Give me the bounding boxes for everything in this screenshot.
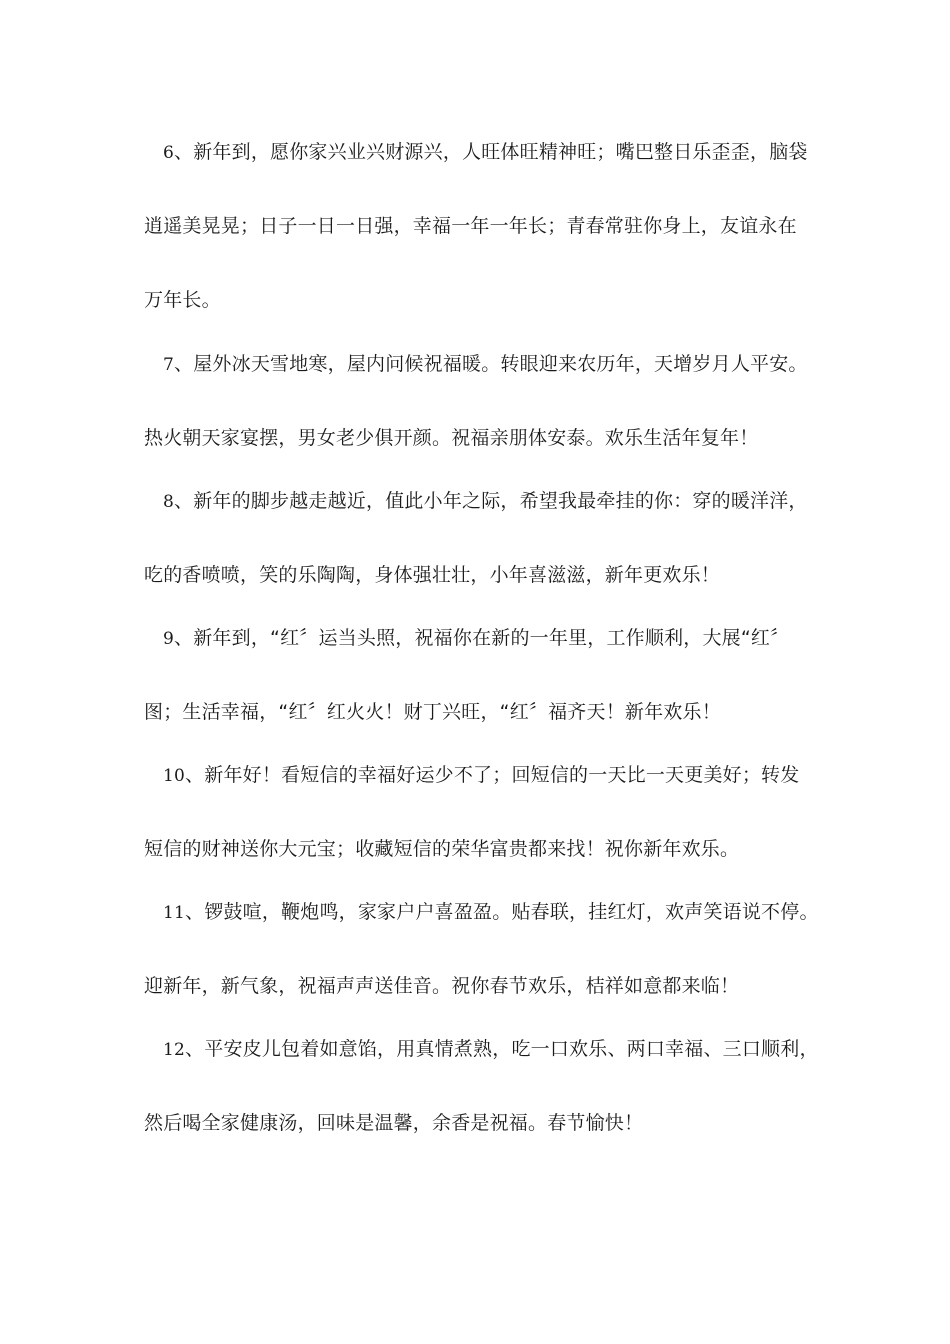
- paragraph-text: 、屋外冰天雪地寒，屋内问候祝福暖。转眼迎来农历年，天增岁月人平安。: [174, 353, 808, 375]
- paragraph-text: 、新年的脚步越走越近，值此小年之际，希望我最牵挂的你：穿的暖洋洋，: [174, 490, 808, 512]
- paragraph-10-line-1: [163, 763, 843, 788]
- paragraph-6-line-1: [163, 140, 843, 165]
- paragraph-6-line-2: 逍遥美晃晃；日子一日一日强，幸福一年一年长；青春常驻你身上，友谊永在: [144, 215, 797, 237]
- paragraph-number: 10: [163, 766, 186, 786]
- paragraph-7-line-1: [163, 352, 843, 377]
- paragraph-text: 、平安皮儿包着如意馅，用真情煮熟，吃一口欢乐、两口幸福、三口顺利，: [185, 1038, 819, 1060]
- paragraph-8-line-2: 吃的香喷喷，笑的乐陶陶，身体强壮壮，小年喜滋滋，新年更欢乐！: [144, 564, 721, 586]
- paragraph-9-line-2: 图；生活幸福，“红〞红火火！财丁兴旺，“红〞福齐天！新年欢乐！: [144, 701, 721, 723]
- paragraph-11-line-2: 迎新年，新气象，祝福声声送佳音。祝你春节欢乐，桔祥如意都来临！: [144, 975, 740, 997]
- paragraph-number: 11: [163, 903, 186, 923]
- paragraph-10-line-2: 短信的财神送你大元宝；收藏短信的荣华富贵都来找！祝你新年欢乐。: [144, 838, 740, 860]
- paragraph-text: 、锣鼓喧，鞭炮鸣，家家户户喜盈盈。贴春联，挂红灯，欢声笑语说不停。: [185, 901, 819, 923]
- paragraph-9-line-1: [163, 626, 843, 651]
- paragraph-12-line-2: 然后喝全家健康汤，回味是温馨，余香是祝福。春节愉快！: [144, 1112, 644, 1134]
- paragraph-11-line-1: [163, 900, 843, 925]
- paragraph-8-line-1: [163, 489, 843, 514]
- paragraph-text: 、新年到，“红〞运当头照，祝福你在新的一年里，工作顺利，大展“红〞: [174, 627, 790, 649]
- paragraph-text: 、新年到，愿你家兴业兴财源兴，人旺体旺精神旺；嘴巴整日乐歪歪，脑袋: [174, 141, 808, 163]
- paragraph-number: 12: [163, 1040, 186, 1060]
- paragraph-6-line-3: 万年长。: [144, 289, 221, 311]
- paragraph-text: 、新年好！看短信的幸福好运少不了；回短信的一天比一天更美好；转发: [185, 764, 800, 786]
- paragraph-number: 6: [163, 143, 175, 163]
- paragraph-12-line-1: [163, 1037, 843, 1062]
- paragraph-number: 9: [163, 629, 175, 649]
- paragraph-number: 8: [163, 492, 175, 512]
- paragraph-7-line-2: 热火朝天家宴摆，男女老少俱开颜。祝福亲朋体安泰。欢乐生活年复年！: [144, 427, 759, 449]
- paragraph-number: 7: [163, 355, 175, 375]
